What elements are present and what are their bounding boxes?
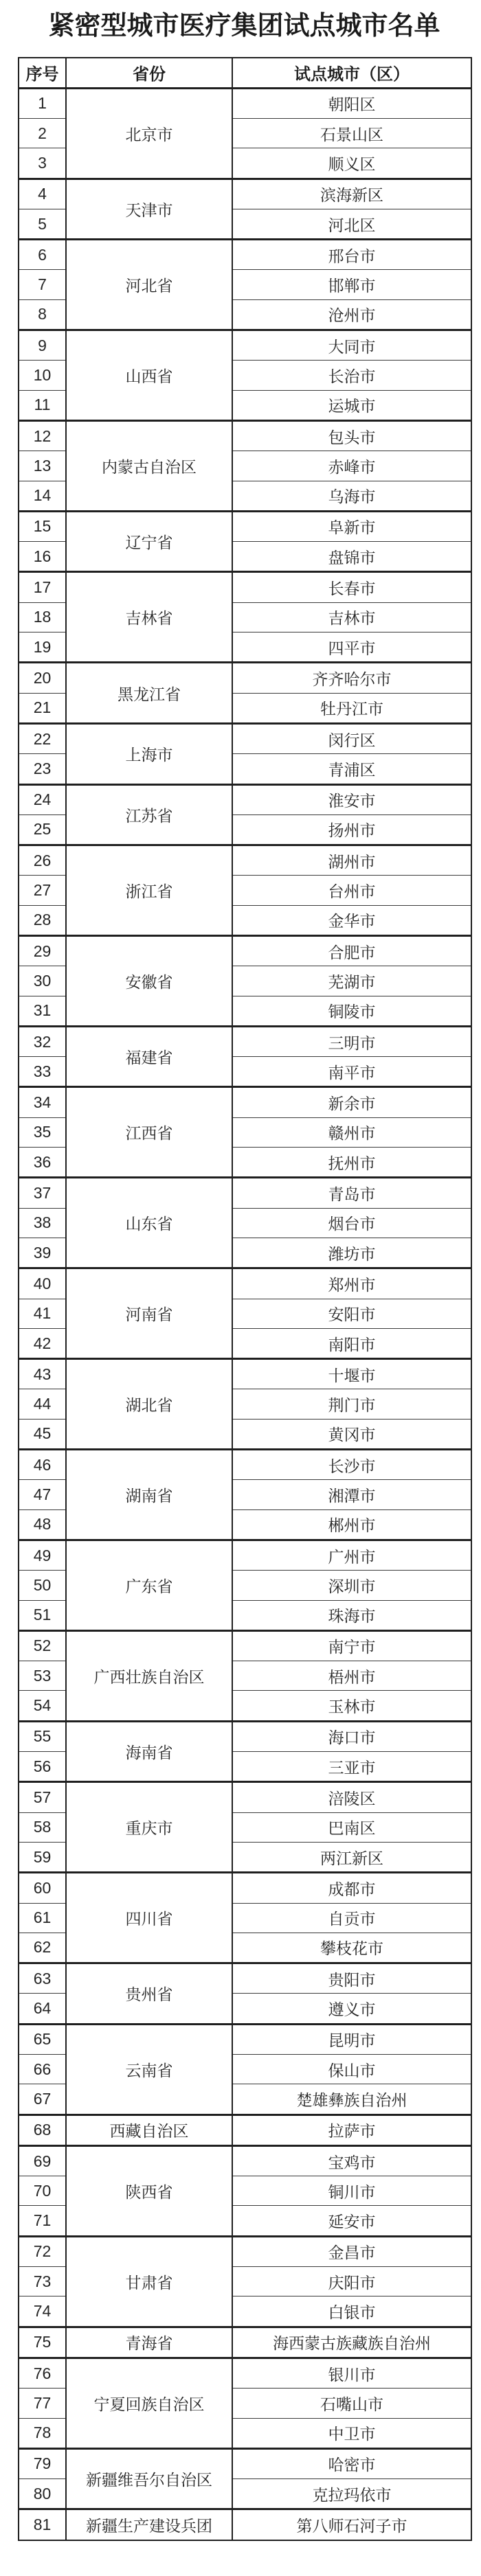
city-cell: 哈密市 [232,2448,471,2478]
province-cell: 福建省 [66,1026,232,1087]
index-cell: 32 [19,1026,66,1056]
index-cell: 40 [19,1268,66,1299]
province-cell: 新疆生产建设兵团 [66,2509,232,2540]
city-cell: 安阳市 [232,1299,471,1328]
index-cell: 71 [19,2206,66,2236]
province-cell: 黑龙江省 [66,663,232,724]
city-cell: 湖州市 [232,845,471,876]
city-cell: 保山市 [232,2054,471,2084]
index-cell: 39 [19,1238,66,1268]
index-cell: 31 [19,996,66,1026]
city-cell: 四平市 [232,632,471,663]
city-cell: 两江新区 [232,1842,471,1872]
province-cell: 河北省 [66,240,232,330]
index-cell: 78 [19,2418,66,2448]
table-row [19,1359,471,1389]
city-cell: 南宁市 [232,1630,471,1661]
city-cell: 珠海市 [232,1600,471,1630]
city-cell: 青浦区 [232,754,471,784]
province-cell: 四川省 [66,1873,232,1963]
index-cell: 8 [19,299,66,330]
province-cell: 辽宁省 [66,511,232,572]
city-cell: 长沙市 [232,1450,471,1480]
province-cell: 重庆市 [66,1782,232,1873]
table-row [19,936,471,966]
city-cell: 吉林市 [232,602,471,632]
city-cell: 扬州市 [232,814,471,845]
index-cell: 29 [19,936,66,966]
city-cell: 拉萨市 [232,2115,471,2145]
table-row [19,1450,471,1480]
index-cell: 73 [19,2267,66,2296]
province-cell: 青海省 [66,2327,232,2358]
city-cell: 成都市 [232,1873,471,1903]
city-cell: 青岛市 [232,1178,471,1208]
table-row [19,330,471,361]
province-cell: 海南省 [66,1721,232,1782]
province-cell: 内蒙古自治区 [66,420,232,511]
table-row [19,1268,471,1299]
table-row [19,2358,471,2388]
city-cell: 朝阳区 [232,88,471,118]
city-cell: 大同市 [232,330,471,361]
index-cell: 5 [19,209,66,239]
header-row [19,58,471,89]
city-cell: 金华市 [232,905,471,935]
city-cell: 中卫市 [232,2418,471,2448]
index-cell: 67 [19,2084,66,2115]
city-cell: 牡丹江市 [232,693,471,723]
index-cell: 10 [19,361,66,390]
city-cell: 石嘴山市 [232,2389,471,2418]
index-cell: 79 [19,2448,66,2478]
index-cell: 45 [19,1419,66,1449]
index-cell: 16 [19,542,66,572]
city-cell: 铜陵市 [232,996,471,1026]
index-cell: 81 [19,2509,66,2540]
table-row [19,1873,471,1903]
index-cell: 64 [19,1994,66,2024]
city-cell: 南阳市 [232,1328,471,1358]
index-cell: 63 [19,1963,66,1994]
city-cell: 台州市 [232,876,471,905]
table-row [19,1087,471,1117]
city-cell: 广州市 [232,1540,471,1570]
province-cell: 甘肃省 [66,2236,232,2327]
city-cell: 遵义市 [232,1994,471,2024]
province-cell: 陕西省 [66,2145,232,2236]
city-cell: 邢台市 [232,240,471,270]
city-cell: 银川市 [232,2358,471,2388]
table-row [19,572,471,602]
city-cell: 邯郸市 [232,270,471,299]
index-cell: 13 [19,451,66,481]
city-cell: 芜湖市 [232,966,471,996]
city-cell: 南平市 [232,1057,471,1087]
city-cell: 赤峰市 [232,451,471,481]
city-cell: 金昌市 [232,2236,471,2266]
table-row [19,179,471,209]
index-cell: 65 [19,2024,66,2054]
header-province: 省份 [66,58,232,89]
city-cell: 荆门市 [232,1389,471,1419]
city-cell: 郑州市 [232,1268,471,1299]
index-cell: 57 [19,1782,66,1812]
city-cell: 攀枝花市 [232,1933,471,1963]
city-cell: 河北区 [232,209,471,239]
city-cell: 赣州市 [232,1117,471,1147]
table-row [19,1721,471,1751]
city-cell: 顺义区 [232,148,471,179]
index-cell: 77 [19,2389,66,2418]
index-cell: 38 [19,1208,66,1238]
table-row [19,2509,471,2540]
city-cell: 涪陵区 [232,1782,471,1812]
province-cell: 湖南省 [66,1450,232,1540]
table-row [19,240,471,270]
index-cell: 11 [19,390,66,420]
city-cell: 抚州市 [232,1148,471,1178]
province-cell: 广西壮族自治区 [66,1630,232,1721]
index-cell: 37 [19,1178,66,1208]
province-cell: 天津市 [66,179,232,240]
city-cell: 齐齐哈尔市 [232,663,471,693]
province-cell: 江苏省 [66,784,232,845]
index-cell: 18 [19,602,66,632]
table-row [19,1540,471,1570]
index-cell: 15 [19,511,66,541]
table-row [19,1630,471,1661]
table-row [19,663,471,693]
index-cell: 60 [19,1873,66,1903]
header-index: 序号 [19,58,66,89]
table-row [19,2327,471,2358]
province-cell: 江西省 [66,1087,232,1178]
city-cell: 深圳市 [232,1571,471,1600]
table-row [19,784,471,814]
index-cell: 24 [19,784,66,814]
index-cell: 76 [19,2358,66,2388]
city-cell: 三亚市 [232,1752,471,1782]
city-cell: 铜川市 [232,2176,471,2206]
index-cell: 53 [19,1661,66,1691]
city-cell: 黄冈市 [232,1419,471,1449]
index-cell: 66 [19,2054,66,2084]
province-cell: 云南省 [66,2024,232,2115]
table-row [19,1782,471,1812]
table-row [19,845,471,876]
index-cell: 21 [19,693,66,723]
index-cell: 42 [19,1328,66,1358]
city-cell: 闵行区 [232,723,471,753]
province-cell: 安徽省 [66,936,232,1027]
city-cell: 长治市 [232,361,471,390]
table-body [19,88,471,2540]
index-cell: 36 [19,1148,66,1178]
index-cell: 69 [19,2145,66,2176]
index-cell: 1 [19,88,66,118]
index-cell: 55 [19,1721,66,1751]
province-cell: 宁夏回族自治区 [66,2358,232,2448]
province-cell: 山东省 [66,1178,232,1268]
index-cell: 58 [19,1812,66,1842]
province-cell: 贵州省 [66,1963,232,2025]
index-cell: 72 [19,2236,66,2266]
city-cell: 烟台市 [232,1208,471,1238]
index-cell: 56 [19,1752,66,1782]
index-cell: 3 [19,148,66,179]
index-cell: 19 [19,632,66,663]
city-cell: 三明市 [232,1026,471,1056]
province-cell: 新疆维吾尔自治区 [66,2448,232,2509]
table-row [19,1026,471,1056]
city-cell: 包头市 [232,420,471,451]
table-row [19,2145,471,2176]
table-row [19,511,471,541]
table-row [19,2236,471,2266]
index-cell: 12 [19,420,66,451]
index-cell: 22 [19,723,66,753]
index-cell: 9 [19,330,66,361]
index-cell: 70 [19,2176,66,2206]
index-cell: 61 [19,1903,66,1933]
city-cell: 第八师石河子市 [232,2509,471,2540]
index-cell: 41 [19,1299,66,1328]
province-cell: 浙江省 [66,845,232,936]
index-cell: 80 [19,2479,66,2509]
index-cell: 54 [19,1691,66,1721]
index-cell: 44 [19,1389,66,1419]
table-row [19,723,471,753]
province-cell: 上海市 [66,723,232,784]
table-row [19,1963,471,1994]
index-cell: 50 [19,1571,66,1600]
index-cell: 26 [19,845,66,876]
table-row [19,2448,471,2478]
city-cell: 新余市 [232,1087,471,1117]
city-cell: 自贡市 [232,1903,471,1933]
index-cell: 23 [19,754,66,784]
city-cell: 贵阳市 [232,1963,471,1994]
city-cell: 石景山区 [232,118,471,148]
city-cell: 湘潭市 [232,1480,471,1509]
city-cell: 滨海新区 [232,179,471,209]
province-cell: 山西省 [66,330,232,421]
index-cell: 27 [19,876,66,905]
city-cell: 庆阳市 [232,2267,471,2296]
city-cell: 长春市 [232,572,471,602]
city-cell: 合肥市 [232,936,471,966]
index-cell: 6 [19,240,66,270]
city-cell: 十堰市 [232,1359,471,1389]
table-row [19,420,471,451]
table-row [19,88,471,118]
index-cell: 52 [19,1630,66,1661]
index-cell: 51 [19,1600,66,1630]
city-cell: 克拉玛依市 [232,2479,471,2509]
index-cell: 46 [19,1450,66,1480]
city-cell: 白银市 [232,2296,471,2327]
province-cell: 北京市 [66,88,232,179]
city-cell: 潍坊市 [232,1238,471,1268]
city-cell: 运城市 [232,390,471,420]
city-cell: 海西蒙古族藏族自治州 [232,2327,471,2358]
index-cell: 34 [19,1087,66,1117]
index-cell: 75 [19,2327,66,2358]
index-cell: 33 [19,1057,66,1087]
city-cell: 昆明市 [232,2024,471,2054]
city-cell: 玉林市 [232,1691,471,1721]
province-cell: 吉林省 [66,572,232,663]
city-cell: 淮安市 [232,784,471,814]
city-cell: 盘锦市 [232,542,471,572]
header-city: 试点城市（区） [232,58,471,89]
index-cell: 74 [19,2296,66,2327]
table-row [19,1178,471,1208]
city-cell: 巴南区 [232,1812,471,1842]
province-cell: 西藏自治区 [66,2115,232,2145]
city-cell: 阜新市 [232,511,471,541]
document-content [18,0,471,2541]
index-cell: 62 [19,1933,66,1963]
index-cell: 20 [19,663,66,693]
city-cell: 宝鸡市 [232,2145,471,2176]
table-row [19,2115,471,2145]
index-cell: 28 [19,905,66,935]
index-cell: 25 [19,814,66,845]
city-cell: 沧州市 [232,299,471,330]
page-title: 紧密型城市医疗集团试点城市名单 [48,12,440,41]
province-cell: 湖北省 [66,1359,232,1450]
index-cell: 17 [19,572,66,602]
index-cell: 43 [19,1359,66,1389]
index-cell: 48 [19,1509,66,1540]
province-cell: 广东省 [66,1540,232,1630]
index-cell: 2 [19,118,66,148]
index-cell: 68 [19,2115,66,2145]
index-cell: 35 [19,1117,66,1147]
pilot-city-table [18,57,472,2541]
city-cell: 乌海市 [232,481,471,511]
city-cell: 郴州市 [232,1509,471,1540]
city-cell: 海口市 [232,1721,471,1751]
city-cell: 延安市 [232,2206,471,2236]
index-cell: 4 [19,179,66,209]
city-cell: 梧州市 [232,1661,471,1691]
city-cell: 楚雄彝族自治州 [232,2084,471,2115]
index-cell: 59 [19,1842,66,1872]
table-row [19,2024,471,2054]
province-cell: 河南省 [66,1268,232,1359]
index-cell: 14 [19,481,66,511]
index-cell: 47 [19,1480,66,1509]
index-cell: 30 [19,966,66,996]
index-cell: 7 [19,270,66,299]
index-cell: 49 [19,1540,66,1570]
